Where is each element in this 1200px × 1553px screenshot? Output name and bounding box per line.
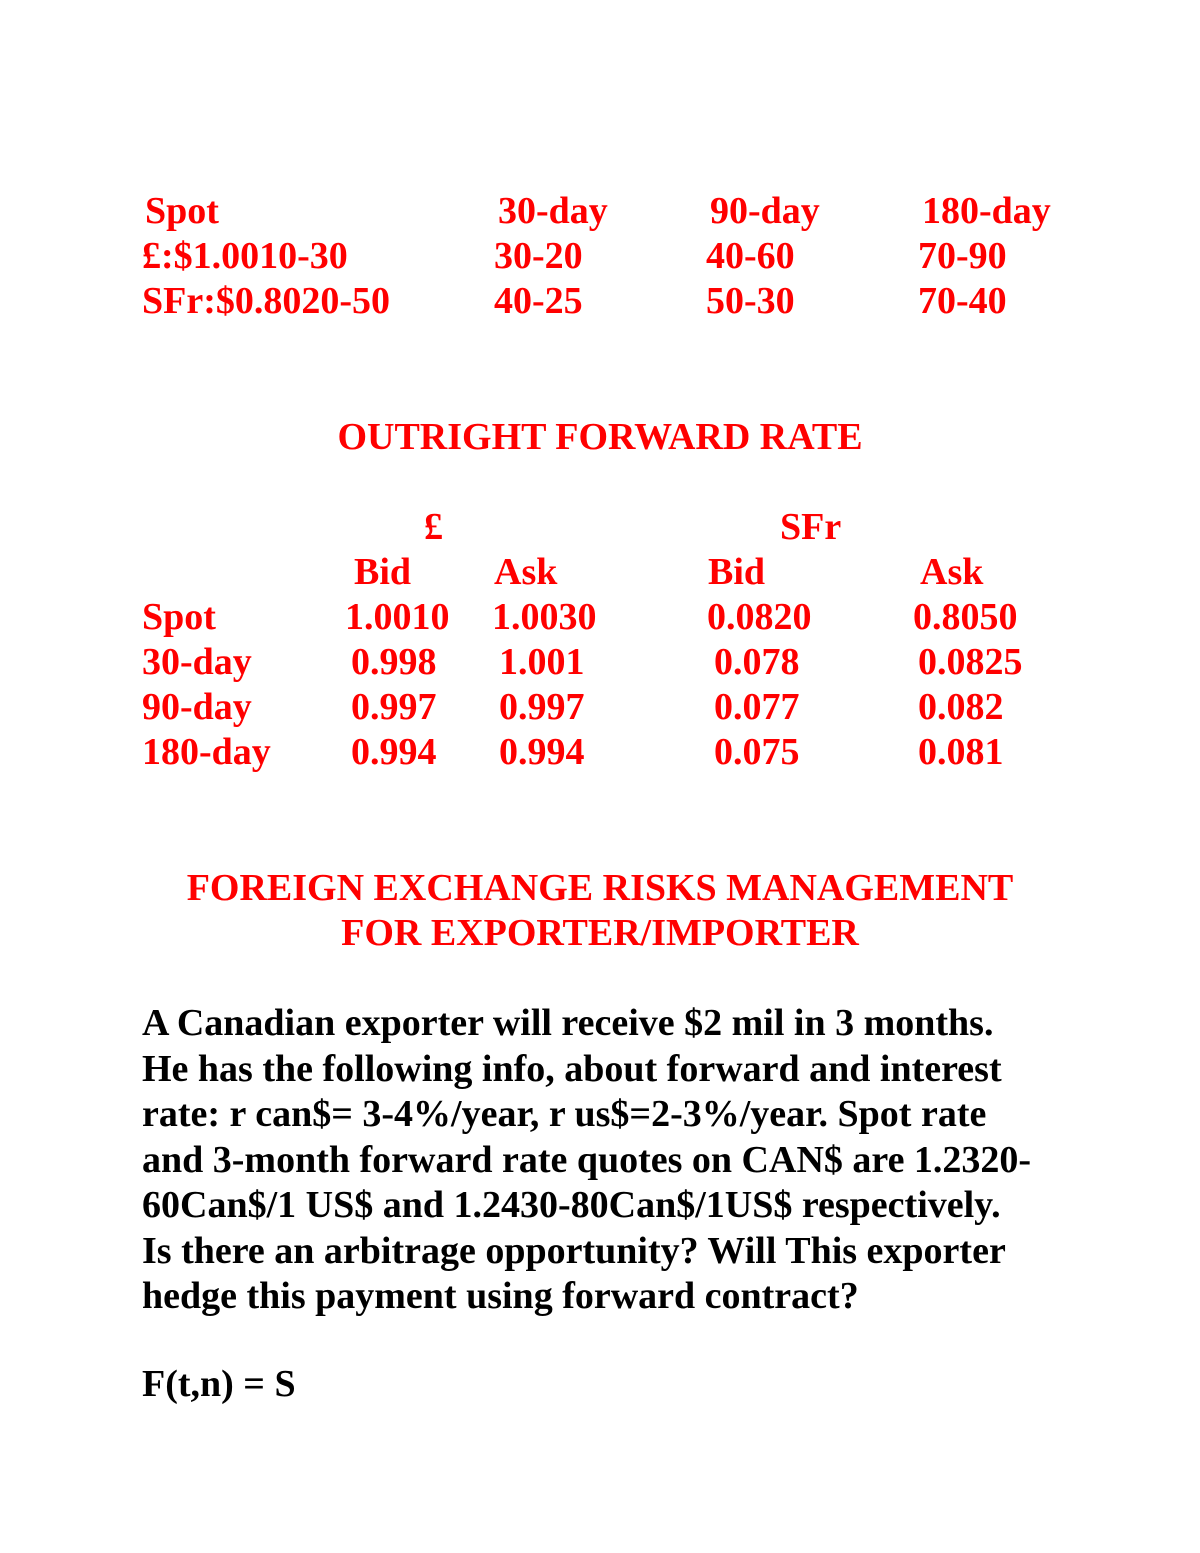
rate-cell: 0.078: [714, 641, 800, 683]
subheader-bid: Bid: [708, 551, 766, 593]
spread-cell: 70-90: [918, 235, 1007, 277]
problem-line: rate: r can$= 3-4%/year, r us$=2-3%/year. Spot rate: [142, 1093, 987, 1135]
spread-header-30day: 30-day: [498, 190, 608, 232]
rate-cell: 0.994: [351, 731, 437, 773]
problem-line: Is there an arbitrage opportunity? Will This exporter: [142, 1229, 1006, 1272]
fx-title-line2: FOR EXPORTER/IMPORTER: [341, 912, 859, 954]
spread-header-180day: 180-day: [922, 190, 1051, 232]
rate-cell: 0.0820: [707, 596, 812, 638]
rate-cell: 0.997: [351, 686, 437, 728]
fx-title-line1: FOREIGN EXCHANGE RISKS MANAGEMENT: [186, 867, 1014, 909]
rate-cell: 0.998: [351, 641, 437, 683]
row-label: 90-day: [142, 686, 252, 728]
row-label: Spot: [142, 596, 216, 638]
subheader-ask: Ask: [494, 551, 558, 593]
rate-cell: 0.082: [918, 686, 1004, 728]
spread-cell: 30-20: [494, 235, 583, 277]
rate-cell: 0.997: [499, 686, 585, 728]
subheader-bid: Bid: [354, 551, 412, 593]
spread-cell: 40-25: [494, 280, 583, 322]
rate-cell: 1.0010: [345, 596, 450, 638]
problem-line: He has the following info, about forward and interest: [142, 1047, 1002, 1090]
problem-paragraph: [142, 1001, 1142, 1320]
problem-line: and 3-month forward rate quotes on CAN$ are 1.2320-: [142, 1138, 1032, 1181]
rate-cell: 0.994: [499, 731, 585, 773]
spread-cell: SFr:$0.8020-50: [142, 280, 391, 322]
rate-cell: 0.8050: [913, 596, 1018, 638]
formula: F(t,n) = S: [142, 1363, 296, 1405]
problem-line: A Canadian exporter will receive $2 mil in 3 months.: [142, 1002, 994, 1044]
rate-cell: 1.001: [499, 641, 585, 683]
problem-line: 60Can$/1 US$ and 1.2430-80Can$/1US$ respectively.: [142, 1184, 1001, 1226]
spread-cell: £:$1.0010-30: [142, 235, 348, 277]
rate-cell: 1.0030: [492, 596, 597, 638]
currency-sfr: SFr: [780, 506, 842, 548]
rate-cell: 0.0825: [918, 641, 1023, 683]
outright-title: OUTRIGHT FORWARD RATE: [337, 416, 863, 458]
row-label: 180-day: [142, 731, 271, 773]
rate-cell: 0.081: [918, 731, 1004, 773]
row-label: 30-day: [142, 641, 252, 683]
rate-cell: 0.077: [714, 686, 800, 728]
spread-cell: 70-40: [918, 280, 1007, 322]
currency-pound: £: [424, 506, 443, 548]
subheader-ask: Ask: [920, 551, 984, 593]
rate-cell: 0.075: [714, 731, 800, 773]
problem-line: hedge this payment using forward contract?: [142, 1275, 859, 1317]
spread-header-spot: Spot: [145, 190, 219, 232]
spread-header-90day: 90-day: [710, 190, 820, 232]
spread-cell: 40-60: [706, 235, 795, 277]
spread-cell: 50-30: [706, 280, 795, 322]
